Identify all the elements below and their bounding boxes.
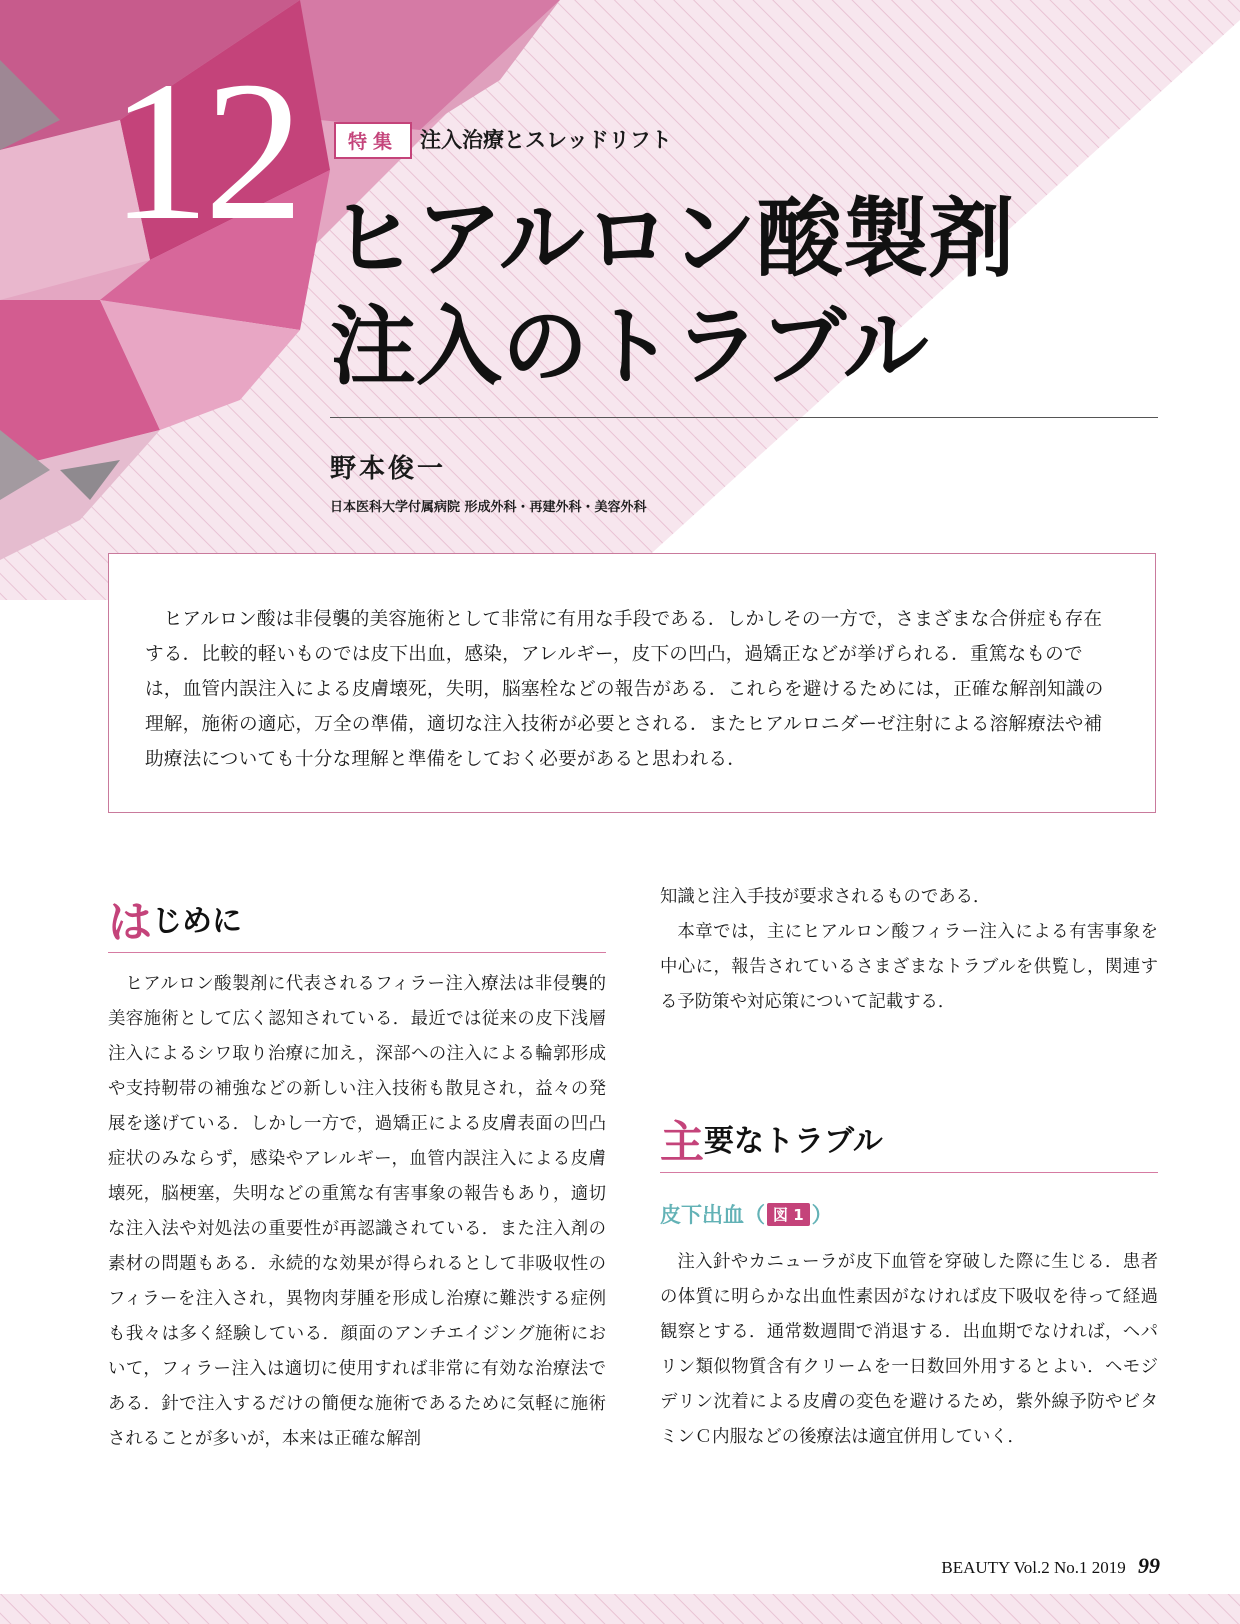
abstract-box xyxy=(108,553,1156,813)
subheading-paren-close: ） xyxy=(811,1203,833,1227)
author-name: 野本俊一 xyxy=(330,454,447,484)
left-column xyxy=(108,880,606,1457)
subheading-bruising xyxy=(660,1199,1158,1229)
intro-paragraph-scope: 本章では，主にヒアルロン酸フィラー注入による有害事象を中心に，報告されているさまざまなトラブルを供覧し，関連する予防策や対応策について記載する． xyxy=(660,922,1158,1012)
article-title xyxy=(330,185,1015,401)
section-heading-text: じめに xyxy=(152,904,242,939)
abstract-text: ヒアルロン酸は非侵襲的美容施術として非常に有用な手段である．しかしその一方で，さまざまな合併症も存在する．比較的軽いものでは皮下出血，感染，アレルギー，皮下の凹凸，過矯正などが挙げられる．重篤なものでは，血管内誤注入による皮膚壊死，失明，脳塞栓などの報告がある．これらを避けるためには，正確な解剖知識の理解，施術の適応，万全の準備，適切な注入技術が必要とされる．またヒアルロニダーゼ注射による溶解療法や補助療法についても十分な理解と準備をしておく必要があると思われる． xyxy=(145,609,1104,770)
author-affiliation: 日本医科大学付属病院 形成外科・再建外科・美容外科 xyxy=(330,500,647,515)
section-divider xyxy=(108,952,606,953)
journal-volume: Vol.2 xyxy=(1013,1558,1050,1577)
section-divider xyxy=(660,1172,1158,1173)
page-number: 99 xyxy=(1138,1553,1160,1578)
feature-badge: 特集 xyxy=(334,122,412,159)
subheading-paren-open: （ xyxy=(744,1203,765,1227)
feature-title: 注入治療とスレッドリフト xyxy=(420,128,672,152)
journal-year: 2019 xyxy=(1091,1558,1126,1577)
right-column xyxy=(660,880,1158,1455)
section-heading-initial: 主 xyxy=(660,1117,704,1168)
section-heading-initial: は xyxy=(108,897,152,948)
section-heading-intro xyxy=(108,880,606,952)
title-divider xyxy=(330,417,1158,418)
column-spacer xyxy=(660,1020,1158,1100)
intro-paragraph-continued: 知識と注入手技が要求されるものである． xyxy=(660,887,991,907)
journal-issue: No.1 xyxy=(1053,1558,1088,1577)
bruising-paragraph: 注入針やカニューラが皮下血管を穿破した際に生じる．患者の体質に明らかな出血性素因がなければ皮下吸収を待って経過観察とする．通常数週間で消退する．出血期でなければ，ヘパリン類似物質含有クリームを一日数回外用するとよい．ヘモジデリン沈着による皮膚の変色を避けるため，紫外線予防やビタミンＣ内服などの後療法は適宜併用していく． xyxy=(660,1252,1158,1447)
section-heading-text: 要なトラブル xyxy=(704,1124,883,1159)
article-title-line1: ヒアルロン酸製剤 xyxy=(330,188,1015,289)
section-heading-troubles xyxy=(660,1100,1158,1172)
footer-stripe-band xyxy=(0,1594,1240,1624)
journal-name: BEAUTY xyxy=(941,1558,1010,1577)
subheading-text: 皮下出血 xyxy=(660,1203,744,1227)
page-footer xyxy=(941,1553,1160,1579)
intro-paragraph: ヒアルロン酸製剤に代表されるフィラー注入療法は非侵襲的美容施術として広く認知されている．最近では従来の皮下浅層注入によるシワ取り治療に加え，深部への注入による輪郭形成や支持靭帯の補強などの新しい注入技術も散見され，益々の発展を遂げている．しかし一方で，過矯正による皮膚表面の凹凸症状のみならず，感染やアレルギー，血管内誤注入による皮膚壊死，脳梗塞，失明などの重篤な有害事象の報告もあり，適切な注入法や対処法の重要性が再認識されている．また注入剤の素材の問題もある．永続的な効果が得られるとして非吸収性のフィラーを注入され，異物肉芽腫を形成し治療に難渋する症例も我々は多く経験している．顔面のアンチエイジング施術において，フィラー注入は適切に使用すれば非常に有効な治療法である．針で注入するだけの簡便な施術であるために気軽に施術されることが多いが，本来は正確な解剖 xyxy=(108,974,606,1449)
article-title-line2: 注入のトラブル xyxy=(330,296,929,397)
figure-reference-badge: 図 1 xyxy=(767,1203,810,1226)
chapter-number: 12 xyxy=(110,41,298,262)
